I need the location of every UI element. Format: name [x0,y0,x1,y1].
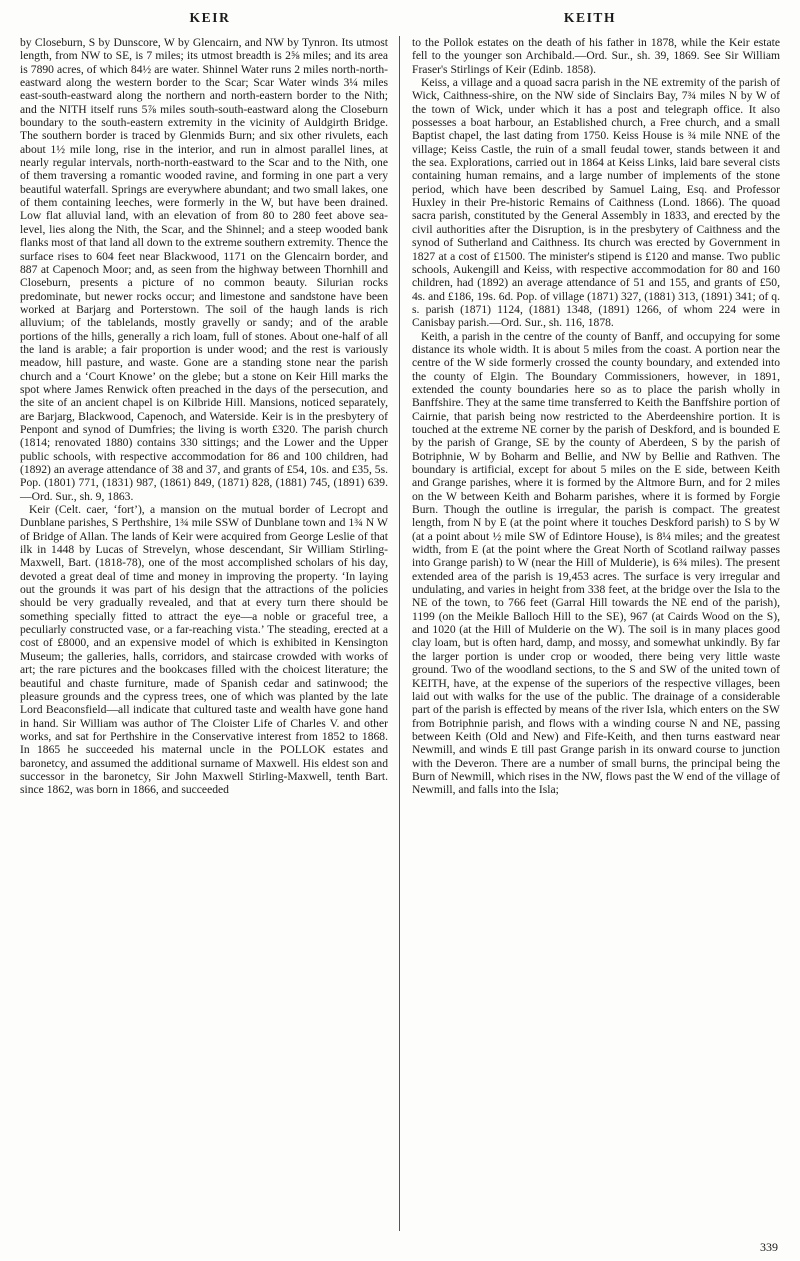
paragraph-keir-entry: Keir (Celt. caer, ‘fort’), a mansion on the mutual border of Lecropt and Dunblane parishes, S Perthshire, 1¾ mile SSW of Dunblane town and 1¾ N W of Bridge of Allan. The lands of Keir were acquired from George Leslie of that ilk in 1448 by Lucas of Strevelyn, whose descendant, Sir William Stirling-Maxwell, Bart. (1818-78), one of the most accomplished scholars of his day, devoted a great deal of time and money in improving the property. ‘In laying out the grounds it was part of his design that the attractions of the policies should be very gradually revealed, and that at every turn there should be something specially fitted to attract the eye—a noble or graceful tree, a peculiarly constructed vase, or a far-reaching vista.’ The steading, erected at a cost of £8000, and an expensive model of which is exhibited in Kensington Museum; the galleries, halls, corridors, and staircase crowded with works of art; the rare pictures and the bookcases filled with the choicest literature; the beautiful and chaste furniture, made of Spanish cedar and satinwood; the pleasure grounds and the cypress trees, one of which was planted by the late Lord Beaconsfield—all indicate that cultured taste and wealth have gone hand in hand. Sir William was author of The Cloister Life of Charles V. and other works, and sat for Perthshire in the Conservative interest from 1852 to 1868. In 1865 he succeeded his maternal uncle in the POLLOK estates and baronetcy, and assumed the additional surname of Maxwell. His eldest son and successor in the baronetcy, Sir John Maxwell Stirling-Maxwell, tenth Bart. since 1862, was born in 1866, and succeeded [20,503,388,797]
page-number: 339 [760,1240,778,1254]
running-head-left: KEIR [189,10,231,25]
text-columns [20,36,780,1231]
paragraph-keiss-entry: Keiss, a village and a quoad sacra parish in the NE extremity of the parish of Wick, Caithness-shire, on the NW side of Sinclairs Bay, 7¾ miles N by W of the town of Wick, under which it has a post and telegraph office. It also possesses a boat harbour, an Established church, a Free church, and a small Baptist chapel, the last dating from 1750. Keiss House is ¾ mile NNE of the village; Keiss Castle, the ruin of a small feudal tower, stands between it and the sea. Explorations, carried out in 1864 at Keiss Links, laid bare several cists containing human remains, and a large number of implements of the stone period, which have been described by Samuel Laing, Esq. and Professor Huxley in their Pre-historic Remains of Caithness (Lond. 1866). The quoad sacra parish, constituted by the General Assembly in 1833, and erected by the civil authorities after the Disruption, is in the presbytery of Caithness and the synod of Sutherland and Caithness. Its church was erected by Government in 1827 at a cost of £1500. The minister's stipend is £120 and manse. Two public schools, Aukengill and Keiss, with respective accommodation for 80 and 160 children, had (1892) an average attendance of 51 and 155, and grants of £50, 4s. and £186, 19s. 6d. Pop. of village (1871) 327, (1881) 313, (1891) 341; of q. s. parish (1871) 1124, (1881) 1348, (1891) 1266, of whom 224 were in Canisbay parish.—Ord. Sur., sh. 116, 1878. [412,76,780,330]
running-head-right: KEITH [563,10,617,25]
paragraph-keith-entry: Keith, a parish in the centre of the county of Banff, and occupying for some distance its whole width. It is about 5 miles from the coast. A portion near the centre of the W side formerly crossed the county boundary, and extended into the county of Elgin. The Boundary Commissioners, however, in 1891, extended the county boundaries here so as to place the parish wholly in Banffshire. They at the same time transferred to Keith the Banffshire portion of Cairnie, that parish being now restricted to the Aberdeenshire portion. It is touched at the extreme NE corner by the parish of Deskford, and is bounded E by the parish of Grange, SE by the county of Aberdeen, S by the parish of Botriphnie, W by Boharm and Bellie, and NW by Bellie and Rathven. The boundary is artificial, except for about 5 miles on the E side, between Keith and Grange parishes, where it is formed by the Altmore Burn, and for 2 miles on the W between Keith and Boharm parishes, where it is formed by Forgie Burn. Though the outline is irregular, the parish is compact. The greatest length, from N by E (at the point where it touches Deskford parish) to S by W (at a point about ½ mile SW of Edintore House), is 8¼ miles; and the greatest width, from E (at the point where the Great North of Scotland railway passes into Grange parish) to W (near the Hill of Mulderie), is 6¾ miles). The present extended area of the parish is 19,453 acres. The surface is very irregular and undulating, and varies in height from 338 feet, at the bridge over the Isla to the NE of the town, to 766 feet (Garral Hill towards the NE end of the parish), 1199 (on the Meikle Balloch Hill to the SE), 967 (at Cairds Wood on the S), and 1020 (at the Hill of Mulderie on the W). The soil is in many places good clay loam, but is often hard, damp, and mossy, and somewhat unkindly. By far the larger portion is under crop or wooded, there being very little waste ground. Two of the woodland sections, to the S and SW of the united town of KEITH, have, at the expense of the superiors of the respective villages, been laid out with walks for the use of the public. The drainage of a considerable part of the parish is effected by means of the river Isla, which enters on the SW from Botriphnie parish, and flows with a winding course N and NE, passing between Keith (Old and New) and Fife-Keith, and then turns eastward near Newmill, and winds E till past Grange parish in its onward course to junction with the Deveron. There are a number of small burns, the principal being the Burn of Newmill, which rises in the NW, flows past the W end of the village of Newmill, and falls into the Isla; [412,329,780,797]
paragraph-keir-continued: by Closeburn, S by Dunscore, W by Glencairn, and NW by Tynron. Its utmost length, from NW to SE, is 7 miles; its utmost breadth is 2⅝ miles; and its area is 7890 acres, of which 84½ are water. Shinnel Water runs 2 miles north-north-eastward along the western border to the Scar; Scar Water winds 3¼ miles east-south-eastward along the northern and north-eastern border to the Nith; and the NITH itself runs 5⅞ miles south-south-eastward along the Closeburn boundary to the south-eastern extremity in the vicinity of Auldgirth Bridge. The southern border is traced by Glenmids Burn; and six other rivulets, each about 1½ mile long, rise in the interior, and run in almost parallel lines, at nearly regular intervals, north-north-eastward to the Scar and to the Nith, one of them traversing a romantic wooded ravine, and forming in one part a very beautiful waterfall. Springs are everywhere abundant; and two small lakes, one of them containing leeches, were formerly in the W, but have been drained. Low flat alluvial land, with an elevation of from 80 to 280 feet above sea-level, lies along the Nith, the Scar, and the Shinnel; and a steep wooded bank flanks most of that land all down to the extreme southern extremity. Thence the surface rises to 604 feet near Blackwood, 1171 on the Glencairn border, and 887 at Capenoch Moor; and, as seen from the highway between Thornhill and Closeburn, presents a picture of no common beauty. Silurian rocks predominate, but newer rocks occur; and limestone and sandstone have been worked at Barjarg and Porterstown. The soil of the haugh lands is rich alluvium; of the tablelands, mostly gravelly or sandy; and of the arable portions of the hills, generally a rich loam, full of stones. About one-half of all the land is arable; a fair proportion is under wood; and the rest is variously meadow, hill pasture, and waste. Gone are a standing stone near the parish church and a ‘Court Knowe’ on the glebe; but a stone on Keir Hill marks the spot where James Renwick often preached in the days of the persecution, and the site of an ancient chapel is on Kilbride Hill. Mansions, noticed separately, are Barjarg, Blackwood, Capenoch, and Waterside. Keir is in the presbytery of Penpont and synod of Dumfries; the living is worth £320. The parish church (1814; renovated 1880) contains 330 sittings; and the Lower and the Upper public schools, with respective accommodation for 86 and 100 children, had (1892) an average attendance of 38 and 37, and grants of £54, 10s. and £35, 5s. Pop. (1801) 771, (1831) 987, (1861) 849, (1871) 828, (1881) 745, (1891) 639.—Ord. Sur., sh. 9, 1863. [20,36,388,503]
paragraph-keir-continuation: to the Pollok estates on the death of his father in 1878, while the Keir estate fell to the younger son Archibald.—Ord. Sur., sh. 39, 1869. See Sir William Fraser's Stirlings of Keir (Edinb. 1858). [412,36,780,76]
right-column [400,36,780,1231]
left-column [20,36,400,1231]
running-head [20,10,780,32]
